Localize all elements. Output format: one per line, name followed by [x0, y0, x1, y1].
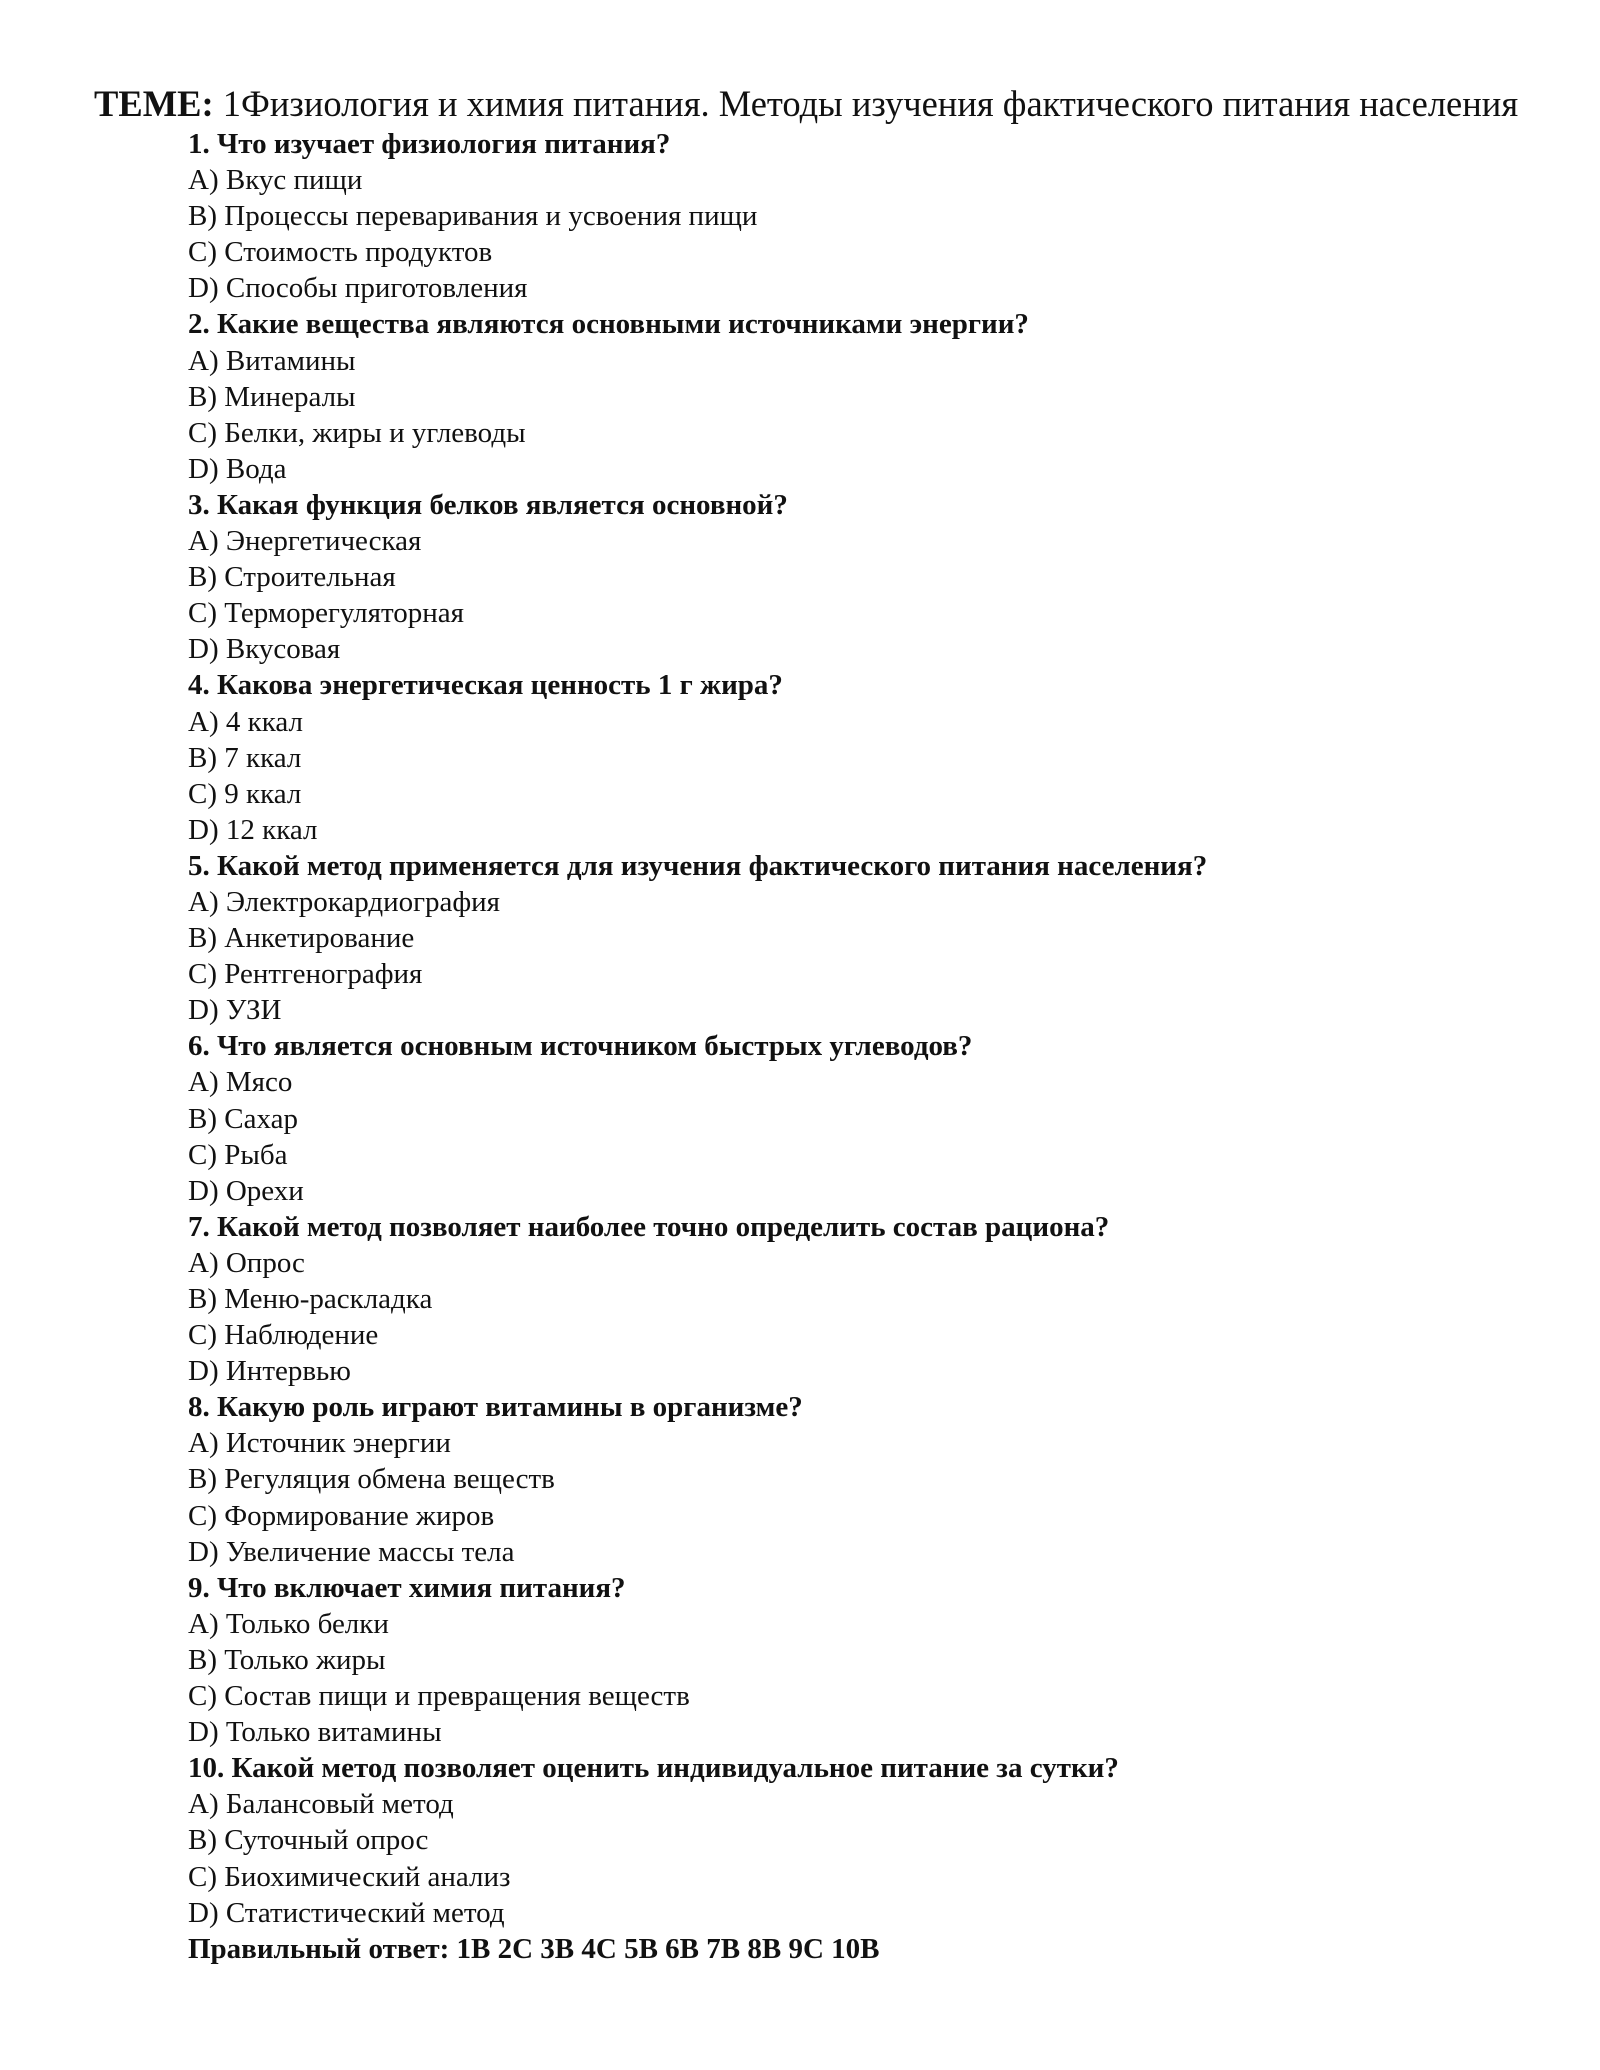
question-block [188, 848, 1568, 1028]
answer-option: B) Суточный опрос [188, 1824, 429, 1857]
answer-option: А) Электрокардиография [188, 885, 501, 918]
question-block [188, 667, 1568, 847]
answer-option: B) Строительная [188, 561, 396, 594]
answer-option: А) Опрос [188, 1246, 305, 1279]
answer-option: А) Энергетическая [188, 525, 422, 558]
question-text: 5. Какой метод применяется для изучения фактического питания населения? [188, 849, 1208, 882]
question-text: 6. Что является основным источником быстрых углеводов? [188, 1030, 973, 1063]
answer-option: C) Терморегуляторная [188, 597, 464, 630]
question-text: 1. Что изучает физиология питания? [188, 128, 671, 160]
answer-option: А) Источник энергии [188, 1427, 451, 1460]
question-text: 7. Какой метод позволяет наиболее точно определить состав рациона? [188, 1210, 1110, 1243]
question-text: 10. Какой метод позволяет оценить индивидуальное питание за сутки? [188, 1752, 1119, 1785]
answer-option: А) Только белки [188, 1607, 389, 1640]
answer-option: D) 12 ккал [188, 813, 318, 846]
question-text: 8. Какую роль играют витамины в организме? [188, 1391, 803, 1424]
question-text: 9. Что включает химия питания? [188, 1571, 626, 1604]
answer-option: C) Биохимический анализ [188, 1860, 511, 1893]
answer-option: B) Регуляция обмена веществ [188, 1463, 555, 1496]
question-block [188, 1389, 1568, 1569]
answer-option: B) 7 ккал [188, 741, 302, 774]
answer-option: C) Рентгенография [188, 958, 423, 991]
answer-option: D) УЗИ [188, 994, 282, 1027]
title-label: ТЕМЕ: [94, 83, 214, 124]
answer-option: D) Статистический метод [188, 1896, 505, 1929]
question-text: 3. Какая функция белков является основной? [188, 488, 788, 521]
answer-option: D) Способы приготовления [188, 272, 528, 305]
answer-option: B) Сахар [188, 1102, 298, 1135]
answer-option: C) 9 ккал [188, 777, 302, 810]
answer-option: B) Меню-раскладка [188, 1283, 433, 1315]
title-topic: 1Физиология и химия питания. Методы изучения фактического питания населения [222, 83, 1519, 124]
answer-key: Правильный ответ: 1B 2C 3B 4C 5B 6B 7B 8B 9C 10B [188, 1932, 880, 1965]
question-block [188, 126, 1568, 306]
answer-option: C) Рыба [188, 1138, 288, 1171]
answer-option: А) Мясо [188, 1066, 293, 1099]
question-list [188, 126, 1568, 1967]
answer-option: А) Вкус пищи [188, 164, 363, 197]
answer-option: D) Увеличение массы тела [188, 1535, 515, 1568]
answer-option: D) Орехи [188, 1174, 304, 1207]
answer-option: C) Наблюдение [188, 1319, 379, 1352]
question-block [188, 1209, 1568, 1389]
answer-option: C) Состав пищи и превращения веществ [188, 1680, 690, 1713]
answer-option: B) Процессы переваривания и усвоения пищи [188, 200, 758, 233]
answer-option: D) Вкусовая [188, 633, 341, 666]
question-block [188, 487, 1568, 667]
question-block [188, 1028, 1568, 1208]
answer-option: D) Вода [188, 452, 287, 485]
answer-option: А) 4 ккал [188, 705, 303, 738]
question-block [188, 1750, 1568, 1930]
answer-option: C) Формирование жиров [188, 1499, 495, 1532]
question-block [188, 306, 1568, 486]
answer-option: D) Интервью [188, 1355, 351, 1388]
answer-option: D) Только витамины [188, 1716, 442, 1749]
answer-option: B) Только жиры [188, 1643, 386, 1676]
answer-option: C) Стоимость продуктов [188, 236, 493, 269]
answer-option: C) Белки, жиры и углеводы [188, 416, 526, 449]
question-block [188, 1570, 1568, 1750]
answer-option: А) Витамины [188, 344, 356, 377]
answer-option: B) Анкетирование [188, 922, 415, 955]
question-text: 4. Какова энергетическая ценность 1 г жира? [188, 669, 783, 702]
page-title [94, 82, 1518, 126]
answer-option: А) Балансовый метод [188, 1788, 454, 1821]
question-text: 2. Какие вещества являются основными источниками энергии? [188, 308, 1029, 341]
answer-option: B) Минералы [188, 380, 356, 413]
